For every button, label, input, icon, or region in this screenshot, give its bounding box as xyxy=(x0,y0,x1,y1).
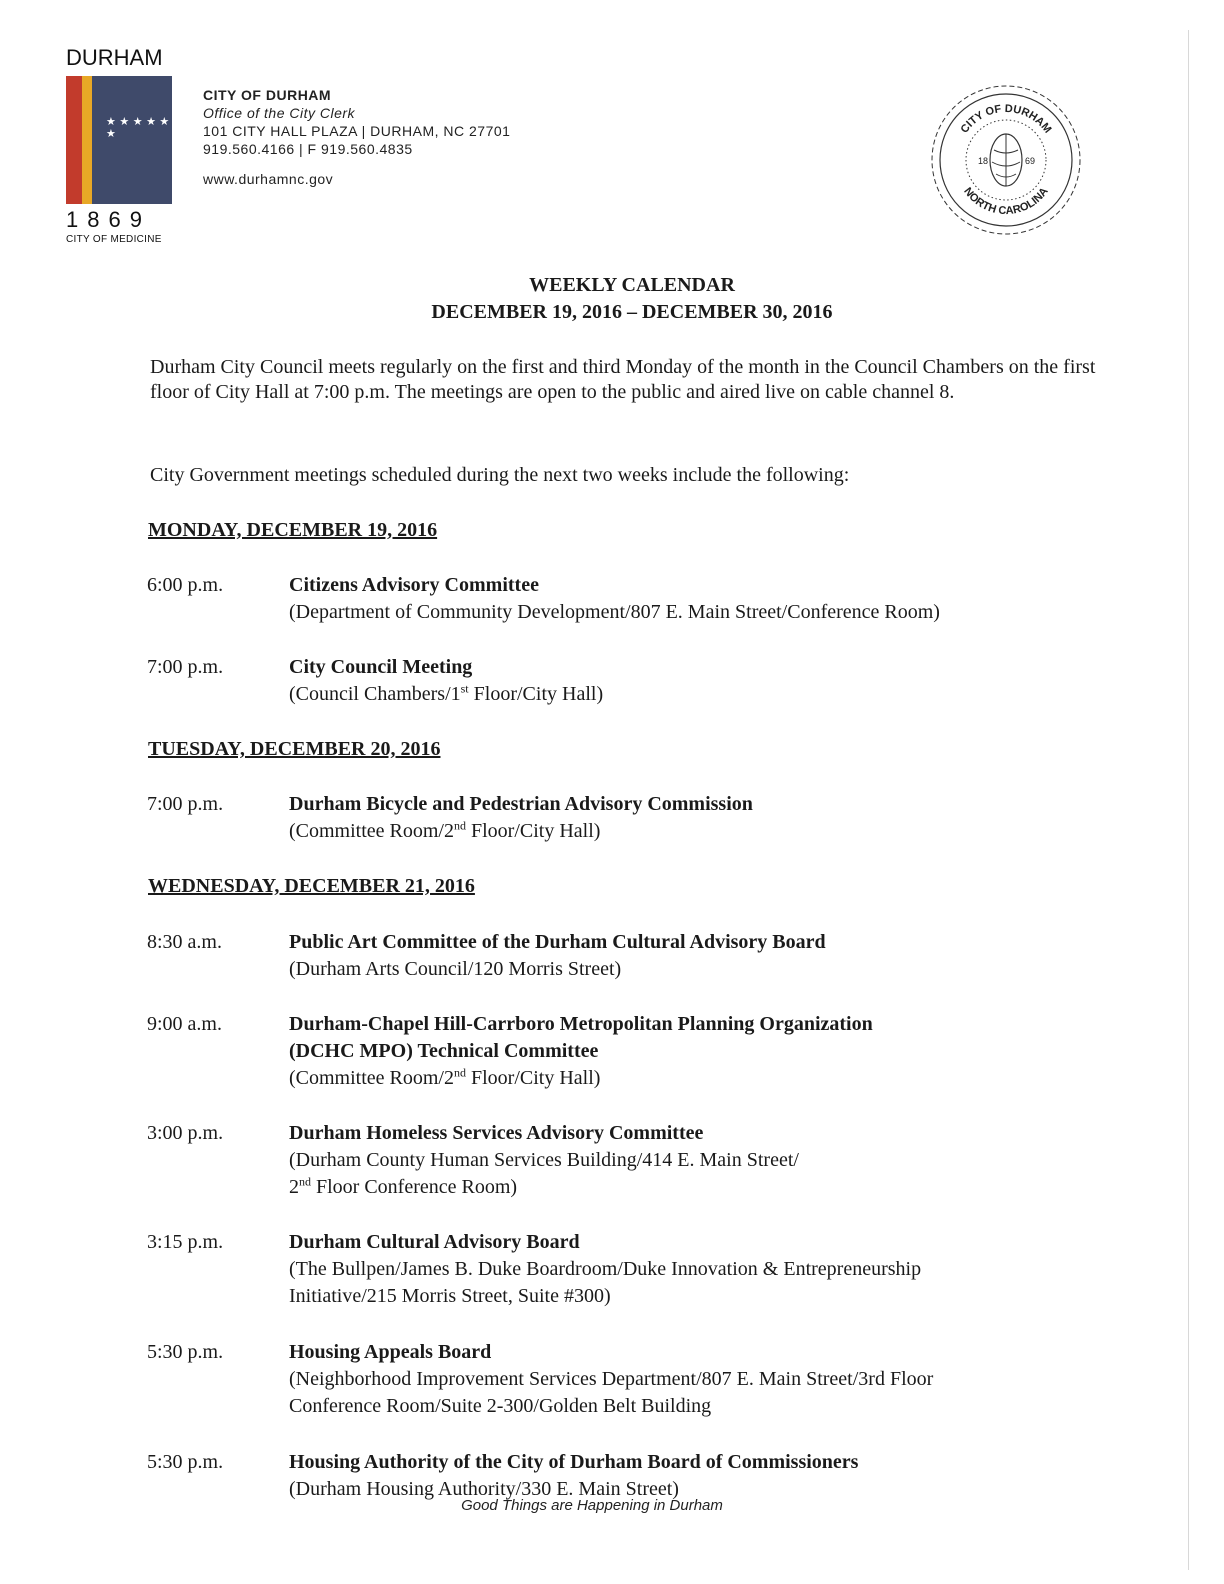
event-location: (Durham Housing Authority/330 E. Main Street) xyxy=(289,1478,679,1500)
day-heading-tuesday: TUESDAY, DECEMBER 20, 2016 xyxy=(148,738,441,760)
event-title: Durham-Chapel Hill-Carrboro Metropolitan Planning Organization xyxy=(289,1013,873,1035)
seal-year-left: 18 xyxy=(978,156,989,166)
event-location-line-2: Initiative/215 Morris Street, Suite #300) xyxy=(289,1285,611,1307)
event-title-line-2: (DCHC MPO) Technical Committee xyxy=(289,1040,599,1062)
event-time: 7:00 p.m. xyxy=(147,656,224,678)
logo-gold-stripe xyxy=(82,76,92,204)
event-title: Durham Bicycle and Pedestrian Advisory Commission xyxy=(289,793,753,815)
seal-bottom-text: NORTH CAROLINA xyxy=(961,185,1051,218)
event-location: (Durham Arts Council/120 Morris Street) xyxy=(289,958,622,980)
logo-year: 1869 xyxy=(66,207,151,232)
event-location: (Department of Community Development/807 E. Main Street/Conference Room) xyxy=(289,601,940,623)
svg-text:CITY OF DURHAM xyxy=(959,103,1054,136)
event-location: (Council Chambers/1st Floor/City Hall) xyxy=(289,681,604,705)
event-title: Citizens Advisory Committee xyxy=(289,574,539,596)
day-heading-monday: MONDAY, DECEMBER 19, 2016 xyxy=(148,519,438,541)
event-title: Durham Cultural Advisory Board xyxy=(289,1231,580,1253)
event-time: 7:00 p.m. xyxy=(147,793,224,815)
event-time: 8:30 a.m. xyxy=(147,931,222,953)
logo-red-stripe xyxy=(66,76,82,204)
street-address: 101 CITY HALL PLAZA | DURHAM, NC 27701 xyxy=(203,123,511,139)
event-location-line-2: Conference Room/Suite 2-300/Golden Belt Building xyxy=(289,1395,712,1417)
event-title: City Council Meeting xyxy=(289,656,473,678)
logo-wordmark: DURHAM xyxy=(66,45,163,70)
seal-year-right: 69 xyxy=(1025,156,1036,166)
logo-stars-icon: ★ ★ ★ ★ ★ ★ xyxy=(106,115,170,140)
website-link[interactable]: www.durhamnc.gov xyxy=(203,171,334,187)
event-title: Durham Homeless Services Advisory Committee xyxy=(289,1122,704,1144)
event-time: 5:30 p.m. xyxy=(147,1341,224,1363)
event-location: (Committee Room/2nd Floor/City Hall) xyxy=(289,818,601,842)
org-name: CITY OF DURHAM xyxy=(203,87,332,103)
event-title: Housing Authority of the City of Durham Board of Commissioners xyxy=(289,1451,859,1473)
event-title: Housing Appeals Board xyxy=(289,1341,492,1363)
logo-tagline: CITY OF MEDICINE xyxy=(66,234,162,245)
phone-fax: 919.560.4166 | F 919.560.4835 xyxy=(203,141,413,157)
event-title: Public Art Committee of the Durham Cultural Advisory Board xyxy=(289,931,826,953)
office-name: Office of the City Clerk xyxy=(203,105,356,121)
event-location: (The Bullpen/James B. Duke Boardroom/Duke Innovation & Entrepreneurship xyxy=(289,1258,922,1280)
page-edge-divider xyxy=(1188,30,1189,1570)
event-location: (Durham County Human Services Building/414 E. Main Street/ xyxy=(289,1149,799,1171)
svg-text:NORTH CAROLINA xyxy=(961,185,1051,217)
calendar-title: WEEKLY CALENDAR xyxy=(529,274,735,296)
event-location: (Committee Room/2nd Floor/City Hall) xyxy=(289,1065,601,1089)
footer-slogan: Good Things are Happening in Durham xyxy=(461,1497,723,1514)
event-time: 3:15 p.m. xyxy=(147,1231,224,1253)
seal-top-text: CITY OF DURHAM xyxy=(958,102,1054,136)
event-location: (Neighborhood Improvement Services Department/807 E. Main Street/3rd Floor xyxy=(289,1368,934,1390)
durham-logo xyxy=(66,46,176,245)
event-time: 3:00 p.m. xyxy=(147,1122,224,1144)
logo-flag-graphic xyxy=(66,76,172,204)
calendar-date-range: DECEMBER 19, 2016 – DECEMBER 30, 2016 xyxy=(431,301,833,323)
event-time: 5:30 p.m. xyxy=(147,1451,224,1473)
intro-paragraph: Durham City Council meets regularly on the first and third Monday of the month in the Council Chambers on the first floor of City Hall at 7:00 p.m. The meetings are open to the public and aired live on cable channel 8. xyxy=(150,356,1096,403)
office-address-block xyxy=(203,86,510,188)
day-heading-wednesday: WEDNESDAY, DECEMBER 21, 2016 xyxy=(148,875,475,897)
calendar-heading xyxy=(0,272,1224,326)
event-time: 9:00 a.m. xyxy=(147,1013,222,1035)
city-seal-icon xyxy=(926,80,1086,240)
intro-paragraph-2: City Government meetings scheduled during the next two weeks include the following: xyxy=(150,464,850,486)
event-location-line-2: 2nd Floor Conference Room) xyxy=(289,1174,518,1198)
event-time: 6:00 p.m. xyxy=(147,574,224,596)
